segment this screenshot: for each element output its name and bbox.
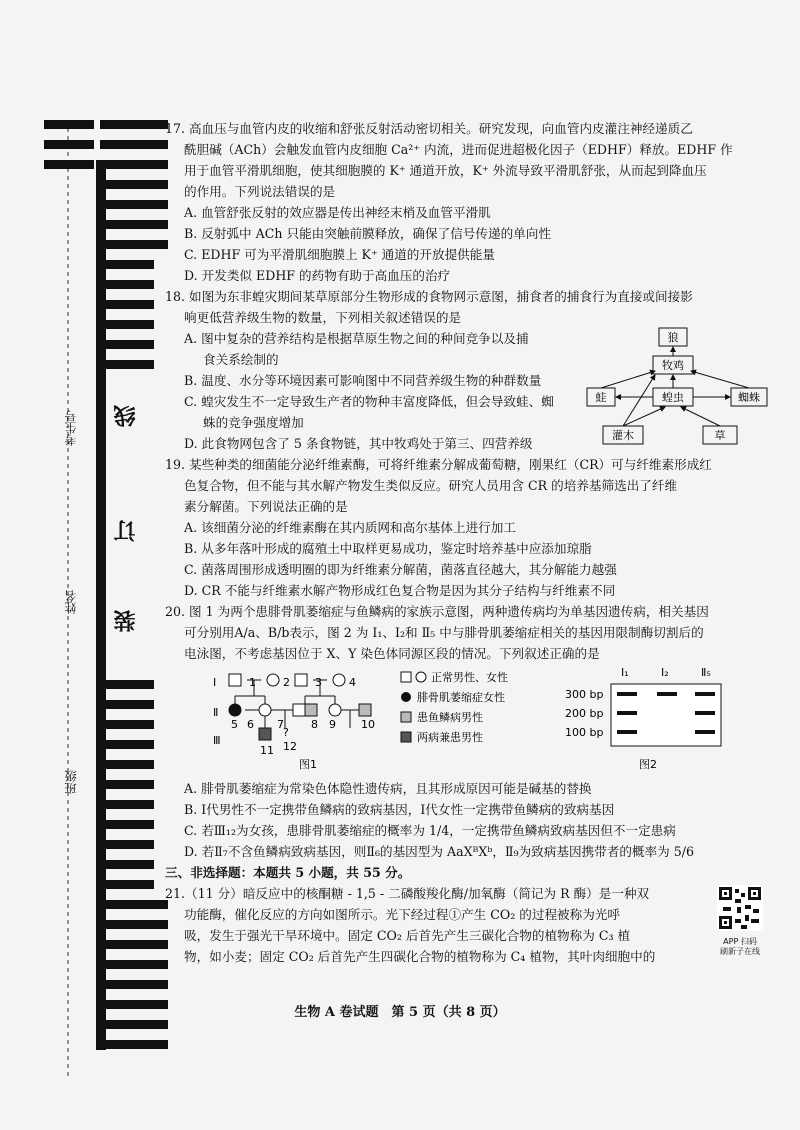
q20-line-3: 电泳图，不考虑基因位于 X、Y 染色体同源区段的情况。下列叙述正确的是 <box>184 646 600 661</box>
individual-7 <box>293 704 305 716</box>
question-21 <box>165 883 777 967</box>
q17-line-1: 17. 高血压与血管内皮的收缩和舒张反射活动密切相关。研究发现，向血管内皮灌注神经递质乙 <box>165 121 693 136</box>
q18-option-c-1: C. 蝗灾发生不一定导致生产者的物种丰富度降低，但会导致蛙、蜘 <box>184 394 554 409</box>
legend-ichthyosis-male-icon <box>401 712 411 722</box>
legend-both-male-icon <box>401 732 411 742</box>
gel-figure-2 <box>565 666 721 746</box>
question-content <box>165 118 777 967</box>
individual-9 <box>329 704 341 716</box>
page-footer: 生物 A 卷试题 第 5 页（共 8 页） <box>294 1005 506 1020</box>
node-locust: 蝗虫 <box>662 391 684 404</box>
legend-both-male: 两病兼患男性 <box>417 731 483 744</box>
q19-option-b: B. 从多年落叶形成的腐殖土中取样更易成功，鉴定时培养基中应添加琼脂 <box>184 541 592 556</box>
lane-label-3: Ⅱ₅ <box>701 666 711 679</box>
legend-normal: 正常男性、女性 <box>431 671 508 684</box>
q17-line-2: 酰胆碱（ACh）会触发血管内皮细胞 Ca²⁺ 内流，进而促进超极化因子（EDHF）释放。EDHF 作 <box>184 142 733 157</box>
id-4: 4 <box>349 676 356 689</box>
q20-option-d: D. 若Ⅱ₇不含鱼鳞病致病基因，则Ⅱ₆的基因型为 AaXᴮXᵇ，Ⅱ₉为致病基因携带者的概率为 5/6 <box>184 844 694 859</box>
legend-cmt-female-icon <box>401 692 411 702</box>
q17-option-b: B. 反射弧中 ACh 只能由突触前膜释放，确保了信号传递的单向性 <box>184 226 551 241</box>
binding-bars <box>40 120 170 1080</box>
individual-4 <box>333 674 345 686</box>
q21-line-2: 功能酶，催化反应的方向如图所示。光下经过程①产生 CO₂ 的过程被称为光呼 <box>184 907 621 922</box>
node-chicken: 牧鸡 <box>662 359 684 372</box>
individual-10 <box>359 704 371 716</box>
legend-ichthyosis-male: 患鱼鳞病男性 <box>417 711 483 724</box>
question-20 <box>165 601 777 862</box>
id-8: 8 <box>311 718 318 731</box>
bp-200: 200 bp <box>565 707 604 720</box>
individual-12-unknown: ? <box>283 726 289 739</box>
question-18 <box>165 286 777 454</box>
q18-option-d: D. 此食物网包含了 5 条食物链，其中牧鸡处于第三、四营养级 <box>184 436 533 451</box>
id-7: 7 <box>277 718 284 731</box>
node-shrub: 灌木 <box>612 429 634 442</box>
q18-line-2: 响更低营养级生物的数量，下列相关叙述错误的是 <box>184 310 462 325</box>
fig1-caption: 图1 <box>299 758 317 771</box>
id-5: 5 <box>231 718 238 731</box>
q19-option-d: D. CR 不能与纤维素水解产物形成红色复合物是因为其分子结构与纤维素不同 <box>184 583 616 598</box>
qr-caption-2: 刷新子在线 <box>720 947 760 956</box>
individual-5 <box>229 704 241 716</box>
q19-line-1: 19. 某些种类的细菌能分泌纤维素酶，可将纤维素分解成葡萄糖，刚果红（CR）可与纤维素形成红 <box>165 457 712 472</box>
q19-line-2: 色复合物，但不能与其水解产物发生类似反应。研究人员用含 CR 的培养基筛选出了纤维 <box>184 478 678 493</box>
q20-line-1: 20. 图 1 为两个患腓骨肌萎缩症与鱼鳞病的家族示意图，两种遗传病均为单基因遗传病，相关基因 <box>165 604 709 619</box>
individual-11 <box>259 728 271 740</box>
q17-option-d: D. 开发类似 EDHF 的药物有助于高血压的治疗 <box>184 268 451 283</box>
legend-cmt-female: 腓骨肌萎缩症女性 <box>417 691 505 704</box>
id-12: 12 <box>283 740 297 753</box>
qr-code-icon <box>717 885 763 931</box>
id-3: 3 <box>315 676 322 689</box>
individual-3 <box>295 674 307 686</box>
bp-100: 100 bp <box>565 726 604 739</box>
individual-6 <box>259 704 271 716</box>
individual-1 <box>229 674 241 686</box>
qr-caption-1: APP 扫码 <box>723 937 757 946</box>
q17-option-a: A. 血管舒张反射的效应器是传出神经末梢及血管平滑肌 <box>184 205 491 220</box>
q19-option-c: C. 菌落周围形成透明圈的即为纤维素分解菌，菌落直径越大，其分解能力越强 <box>184 562 617 577</box>
q19-line-3: 素分解菌。下列说法正确的是 <box>184 499 348 514</box>
gen-label-2: Ⅱ <box>213 706 219 719</box>
label-exam-id: 考生号 <box>64 410 78 446</box>
label-class: 班级 <box>64 770 78 794</box>
bind-line-char: 线 <box>113 405 139 427</box>
q21-line-4: 物，如小麦；固定 CO₂ 后首先产生四碳化合物的植物称为 C₄ 植物，其叶肉细胞中的 <box>184 949 656 964</box>
section-3-heading: 三、非选择题：本题共 5 小题，共 55 分。 <box>165 865 411 880</box>
bind-fix-char: 装 <box>113 610 139 632</box>
pedigree-figure-1 <box>213 674 375 757</box>
bp-300: 300 bp <box>565 688 604 701</box>
id-11: 11 <box>260 744 274 757</box>
legend-normal-male-icon <box>401 672 411 682</box>
q18-option-a-2: 食关系绘制的 <box>203 352 279 367</box>
legend-normal-female-icon <box>416 672 426 682</box>
gen-label-3: Ⅲ <box>213 734 221 747</box>
question-19 <box>165 454 777 601</box>
q19-option-a: A. 该细菌分泌的纤维素酶在其内质网和高尔基体上进行加工 <box>184 520 516 535</box>
q21-line-1: 21.（11 分）暗反应中的核酮糖 - 1,5 - 二磷酸羧化酶/加氧酶（简记为 R 酶）是一种双 <box>165 886 650 901</box>
q20-option-a: A. 腓骨肌萎缩症为常染色体隐性遗传病，且其形成原因可能是碱基的替换 <box>184 781 592 796</box>
pedigree-legend <box>401 670 508 744</box>
bind-order-char: 订 <box>113 520 139 542</box>
q17-option-c: C. EDHF 可为平滑肌细胞膜上 K⁺ 通道的开放提供能量 <box>184 247 495 262</box>
question-17 <box>165 118 777 286</box>
id-2: 2 <box>283 676 290 689</box>
id-1: 1 <box>249 676 256 689</box>
lane-label-1: Ⅰ₁ <box>621 666 629 679</box>
q18-option-a-1: A. 图中复杂的营养结构是根据草原生物之间的种间竞争以及捕 <box>184 331 529 346</box>
food-web-diagram <box>583 326 773 454</box>
fig2-caption: 图2 <box>639 758 657 771</box>
binding-strip <box>40 120 170 1080</box>
qr-code-block <box>717 885 769 957</box>
q18-option-b: B. 温度、水分等环境因素可影响图中不同营养级生物的种群数量 <box>184 373 542 388</box>
id-9: 9 <box>329 718 336 731</box>
q20-option-b: B. Ⅰ代男性不一定携带鱼鳞病的致病基因，Ⅰ代女性一定携带鱼鳞病的致病基因 <box>184 802 615 817</box>
node-wolf: 狼 <box>667 331 679 344</box>
individual-2 <box>267 674 279 686</box>
q17-line-3: 用于血管平滑肌细胞，使其细胞膜的 K⁺ 通道开放，K⁺ 外流导致平滑肌舒张，从而起到降血压 <box>184 163 707 178</box>
q17-line-4: 的作用。下列说法错误的是 <box>184 184 336 199</box>
individual-8 <box>305 704 317 716</box>
lane-label-2: Ⅰ₂ <box>661 666 669 679</box>
q18-line-1: 18. 如图为东非蝗灾期间某草原部分生物形成的食物网示意图，捕食者的捕食行为直接或间接影 <box>165 289 693 304</box>
q21-line-3: 吸，发生于强光干旱环境中。固定 CO₂ 后首先产生三碳化合物的植物称为 C₃ 植 <box>184 928 631 943</box>
q20-figures <box>165 664 777 772</box>
node-frog: 蛙 <box>595 391 607 404</box>
label-name: 姓名 <box>64 590 78 614</box>
node-spider: 蜘蛛 <box>738 391 760 404</box>
node-grass: 草 <box>714 429 726 442</box>
q20-line-2: 可分别用A/a、B/b表示，图 2 为 Ⅰ₁、Ⅰ₂和 Ⅱ₅ 中与腓骨肌萎缩症相关的基因用限制酶切割后的 <box>184 625 704 640</box>
id-10: 10 <box>361 718 375 731</box>
q18-option-c-2: 蛛的竞争强度增加 <box>203 415 304 430</box>
gen-label-1: Ⅰ <box>213 676 217 689</box>
id-6: 6 <box>247 718 254 731</box>
q20-option-c: C. 若Ⅲ₁₂为女孩，患腓骨肌萎缩症的概率为 1/4，一定携带鱼鳞病致病基因但不一定患病 <box>184 823 676 838</box>
